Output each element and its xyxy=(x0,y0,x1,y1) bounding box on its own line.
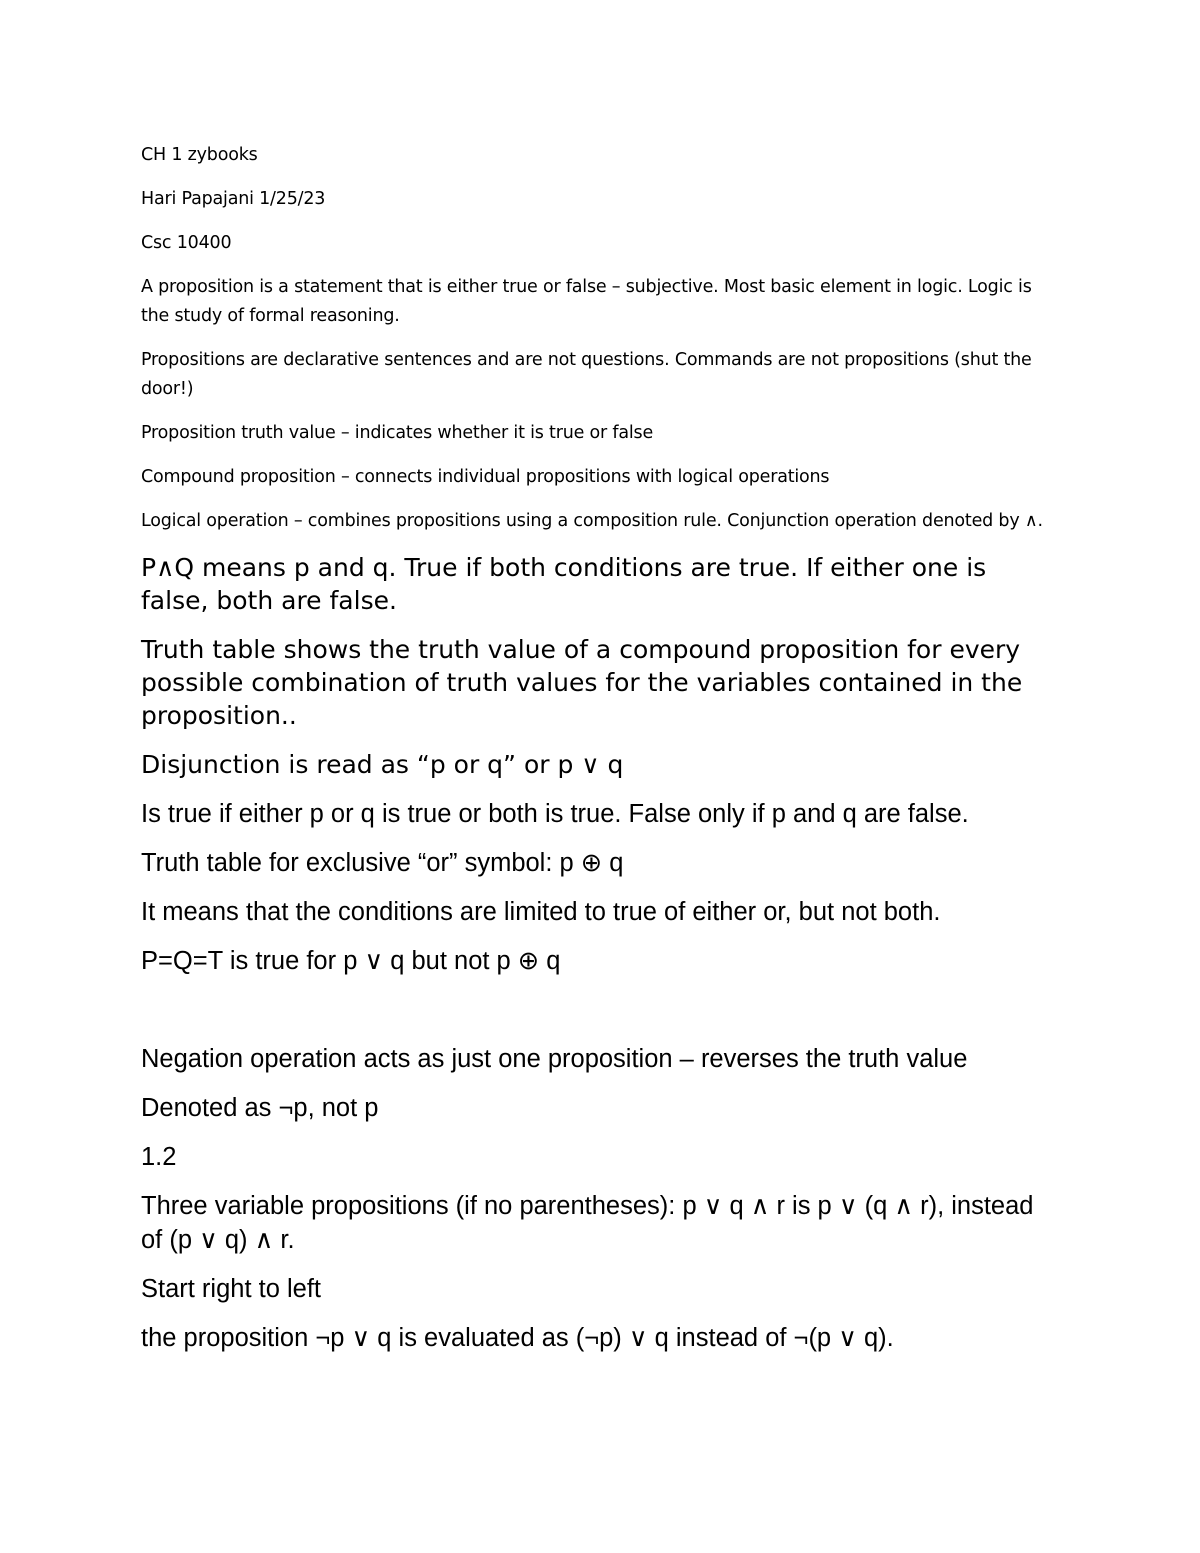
paragraph-truth-table: Truth table shows the truth value of a compound proposition for every possible combination of truth values for the variables contained in the proposition.. xyxy=(141,635,1023,730)
paragraph-logical-operation: Logical operation – combines propositions using a composition rule. Conjunction operation denoted by ∧. xyxy=(141,511,1043,531)
paragraph-truth-value: Proposition truth value – indicates whether it is true or false xyxy=(141,423,654,443)
paragraph-negation-precedence: the proposition ¬p ∨ q is evaluated as (¬p) ∨ q instead of ¬(p ∨ q). xyxy=(141,1324,894,1352)
author-date: Hari Papajani 1/25/23 xyxy=(141,189,326,209)
paragraph-declarative: Propositions are declarative sentences and are not questions. Commands are not propositions (shut the door!) xyxy=(141,350,1032,399)
paragraph-proposition-definition: A proposition is a statement that is either true or false – subjective. Most basic element in logic. Logic is the study of formal reasoning. xyxy=(141,277,1032,326)
paragraph-example: P=Q=T is true for p ∨ q but not p ⊕ q xyxy=(141,947,561,975)
paragraph-exclusive-or-meaning: It means that the conditions are limited to true of either or, but not both. xyxy=(141,898,941,926)
paragraph-direction: Start right to left xyxy=(141,1275,321,1303)
paragraph-precedence: Three variable propositions (if no parentheses): p ∨ q ∧ r is p ∨ (q ∧ r), instead of (p ∨ q) ∧ r. xyxy=(141,1192,1034,1254)
document-body xyxy=(141,141,1056,1370)
paragraph-compound: Compound proposition – connects individual propositions with logical operations xyxy=(141,467,830,487)
paragraph-conjunction: P∧Q means p and q. True if both conditions are true. If either one is false, both are false. xyxy=(141,553,987,615)
doc-title: CH 1 zybooks xyxy=(141,145,258,165)
section-heading: 1.2 xyxy=(141,1143,177,1171)
paragraph-disjunction-rule: Is true if either p or q is true or both is true. False only if p and q are false. xyxy=(141,800,969,828)
blank-line xyxy=(141,993,1056,1027)
paragraph-negation: Negation operation acts as just one proposition – reverses the truth value xyxy=(141,1045,968,1073)
course-code: Csc 10400 xyxy=(141,233,232,253)
paragraph-disjunction: Disjunction is read as “p or q” or p ∨ q xyxy=(141,750,624,779)
paragraph-exclusive-or: Truth table for exclusive “or” symbol: p ⊕ q xyxy=(141,849,624,877)
paragraph-negation-notation: Denoted as ¬p, not p xyxy=(141,1094,379,1122)
